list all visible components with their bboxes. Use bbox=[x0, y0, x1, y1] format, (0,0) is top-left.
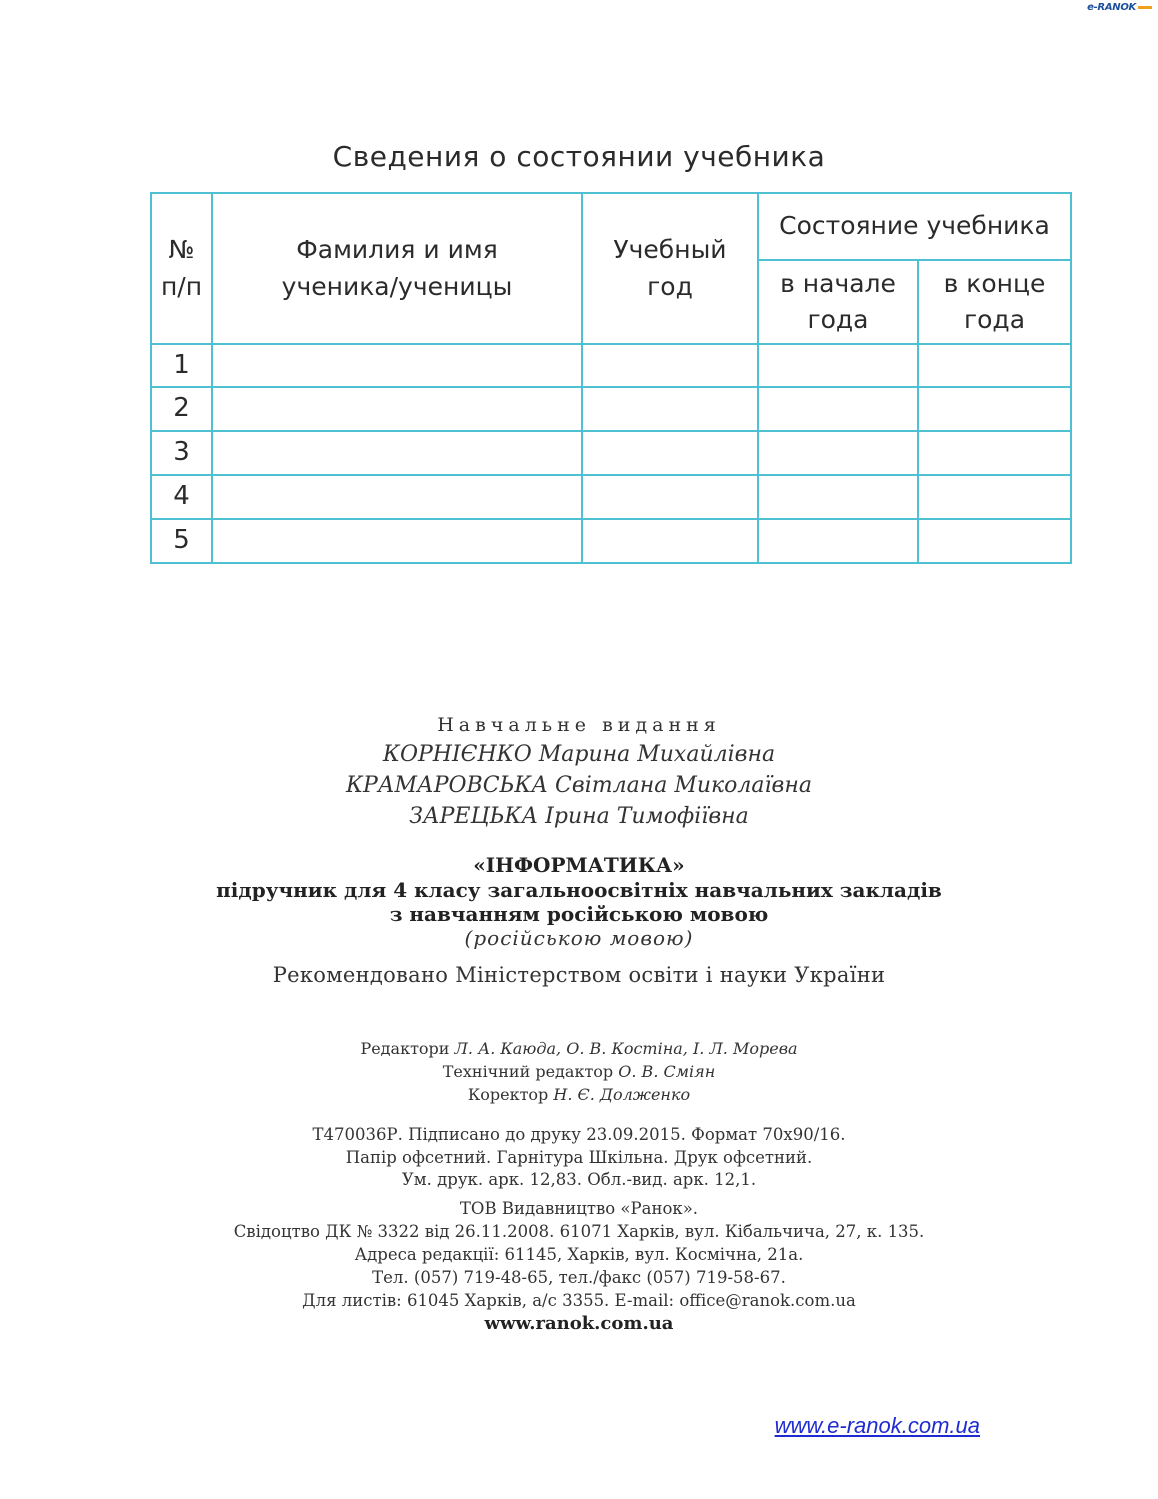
year-cell bbox=[582, 519, 758, 563]
year-cell bbox=[582, 344, 758, 387]
editors-label: Редактори bbox=[360, 1039, 450, 1058]
table-title: Сведения о состоянии учебника bbox=[332, 140, 826, 173]
editors-names: Л. А. Каюда, О. В. Костіна, І. Л. Морева bbox=[454, 1039, 798, 1058]
publisher-line: Тел. (057) 719-48-65, тел./факс (057) 719-58-67. bbox=[372, 1268, 786, 1287]
edition-type: Навчальне видання bbox=[437, 714, 721, 736]
print-info-line: Папір офсетний. Гарнітура Шкільна. Друк офсетний. bbox=[345, 1148, 813, 1167]
book-subtitle-2: з навчанням російською мовою bbox=[389, 902, 769, 926]
year-cell bbox=[582, 475, 758, 519]
end-cell bbox=[918, 519, 1071, 563]
start-cell bbox=[758, 387, 918, 431]
start-cell bbox=[758, 519, 918, 563]
textbook-condition-table bbox=[150, 192, 1072, 564]
name-cell bbox=[212, 431, 582, 475]
tech-editor-name: О. В. Сміян bbox=[618, 1062, 716, 1081]
end-cell bbox=[918, 431, 1071, 475]
header-condition: Состояние учебника bbox=[758, 193, 1071, 260]
row-number: 1 bbox=[151, 344, 212, 387]
year-cell bbox=[582, 431, 758, 475]
proofreader-line bbox=[0, 1085, 1158, 1104]
recommendation: Рекомендовано Міністерством освіти і науки України bbox=[272, 963, 886, 987]
author-2: КРАМАРОВСЬКА Світлана Миколаївна bbox=[346, 773, 812, 798]
publisher-line: ТОВ Видавництво «Ранок». bbox=[459, 1199, 699, 1218]
row-number: 2 bbox=[151, 387, 212, 431]
table-row bbox=[151, 519, 1071, 563]
e-ranok-link[interactable]: www.e-ranok.com.ua bbox=[774, 1413, 980, 1438]
row-number: 4 bbox=[151, 475, 212, 519]
end-cell bbox=[918, 344, 1071, 387]
name-cell bbox=[212, 519, 582, 563]
header-year: Учебный год bbox=[582, 193, 758, 344]
year-cell bbox=[582, 387, 758, 431]
header-end: в конце года bbox=[918, 260, 1071, 344]
author-1: КОРНІЄНКО Марина Михайлівна bbox=[382, 742, 776, 767]
book-subtitle-1: підручник для 4 класу загальноосвітніх навчальних закладів bbox=[216, 878, 942, 902]
publisher-line: Для листів: 61045 Харків, а/с 3355. E-mail: office@ranok.com.ua bbox=[302, 1291, 856, 1310]
e-ranok-logo: e-RANOK bbox=[1087, 2, 1152, 13]
book-title: «ІНФОРМАТИКА» bbox=[473, 853, 685, 877]
publisher-line: Адреса редакції: 61145, Харків, вул. Космічна, 21а. bbox=[354, 1245, 804, 1264]
author-3: ЗАРЕЦЬКА Ірина Тимофіївна bbox=[409, 804, 749, 829]
table-row bbox=[151, 431, 1071, 475]
table-row bbox=[151, 475, 1071, 519]
publisher-website[interactable]: www.ranok.com.ua bbox=[484, 1313, 674, 1334]
start-cell bbox=[758, 431, 918, 475]
start-cell bbox=[758, 475, 918, 519]
tech-editor-line bbox=[0, 1062, 1158, 1081]
publisher-line: Свідоцтво ДК № 3322 від 26.11.2008. 61071 Харків, вул. Кібальчича, 27, к. 135. bbox=[233, 1222, 925, 1241]
start-cell bbox=[758, 344, 918, 387]
proofreader-name: Н. Є. Долженко bbox=[553, 1085, 691, 1104]
editors-line bbox=[0, 1039, 1158, 1058]
header-number: № п/п bbox=[151, 193, 212, 344]
row-number: 5 bbox=[151, 519, 212, 563]
row-number: 3 bbox=[151, 431, 212, 475]
header-name: Фамилия и имя ученика/ученицы bbox=[212, 193, 582, 344]
proofreader-label: Коректор bbox=[467, 1085, 549, 1104]
table-row bbox=[151, 344, 1071, 387]
end-cell bbox=[918, 475, 1071, 519]
print-info-line: Т470036Р. Підписано до друку 23.09.2015. Формат 70x90/16. bbox=[312, 1125, 846, 1144]
table-row bbox=[151, 387, 1071, 431]
print-info-line: Ум. друк. арк. 12,83. Обл.-вид. арк. 12,1. bbox=[401, 1170, 757, 1189]
header-start: в начале года bbox=[758, 260, 918, 344]
book-language: (російською мовою) bbox=[464, 926, 694, 950]
end-cell bbox=[918, 387, 1071, 431]
name-cell bbox=[212, 387, 582, 431]
name-cell bbox=[212, 344, 582, 387]
name-cell bbox=[212, 475, 582, 519]
tech-editor-label: Технічний редактор bbox=[442, 1062, 614, 1081]
